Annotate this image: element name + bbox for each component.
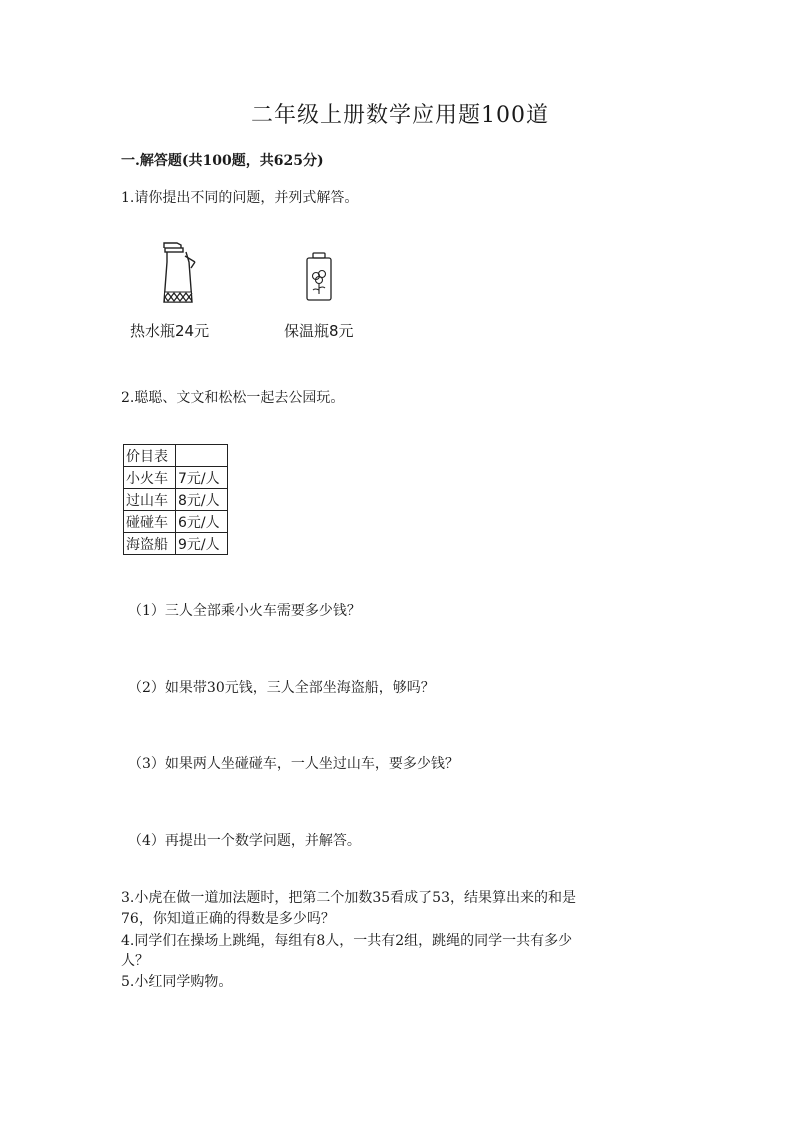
sub-question-3: （3）如果两人坐碰碰车，一人坐过山车，要多少钱？	[128, 756, 459, 772]
insulated-bottle-icon	[302, 252, 336, 302]
table-header-cell: 价目表	[124, 445, 176, 467]
sub-question-4: （4）再提出一个数学问题，并解答。	[128, 833, 361, 849]
table-header-cell	[176, 445, 228, 467]
table-row	[124, 533, 228, 555]
table-row	[124, 511, 228, 533]
sub-question-2: （2）如果带30元钱，三人全部坐海盗船，够吗？	[128, 680, 435, 696]
table-cell: 8元/人	[176, 489, 228, 511]
page-title: 二年级上册数学应用题100道	[251, 103, 549, 128]
table-row	[124, 445, 228, 467]
section-heading: 一.解答题(共100题，共625分)	[121, 153, 324, 169]
table-cell: 小火车	[124, 467, 176, 489]
table-cell: 过山车	[124, 489, 176, 511]
question-1-text: 1.请你提出不同的问题，并列式解答。	[121, 190, 359, 206]
table-row	[124, 467, 228, 489]
question-2-text: 2.聪聪、文文和松松一起去公园玩。	[121, 390, 345, 406]
thermos-price-label: 热水瓶24元	[130, 322, 210, 340]
table-cell: 7元/人	[176, 467, 228, 489]
bottle-price-label: 保温瓶8元	[284, 322, 354, 340]
table-cell: 6元/人	[176, 511, 228, 533]
question-4-line-2: 人？	[121, 953, 149, 969]
table-cell: 碰碰车	[124, 511, 176, 533]
price-table	[123, 444, 228, 555]
table-cell: 海盗船	[124, 533, 176, 555]
sub-question-1: （1）三人全部乘小火车需要多少钱？	[128, 603, 361, 619]
table-cell: 9元/人	[176, 533, 228, 555]
thermos-icon	[155, 240, 200, 306]
question-5-text: 5.小红同学购物。	[121, 974, 233, 990]
question-3-line-1: 3.小虎在做一道加法题时，把第二个加数35看成了53，结果算出来的和是	[121, 890, 576, 906]
question-3-line-2: 76，你知道正确的得数是多少吗？	[121, 911, 335, 927]
table-row	[124, 489, 228, 511]
question-4-line-1: 4.同学们在操场上跳绳，每组有8人，一共有2组，跳绳的同学一共有多少	[121, 933, 573, 949]
